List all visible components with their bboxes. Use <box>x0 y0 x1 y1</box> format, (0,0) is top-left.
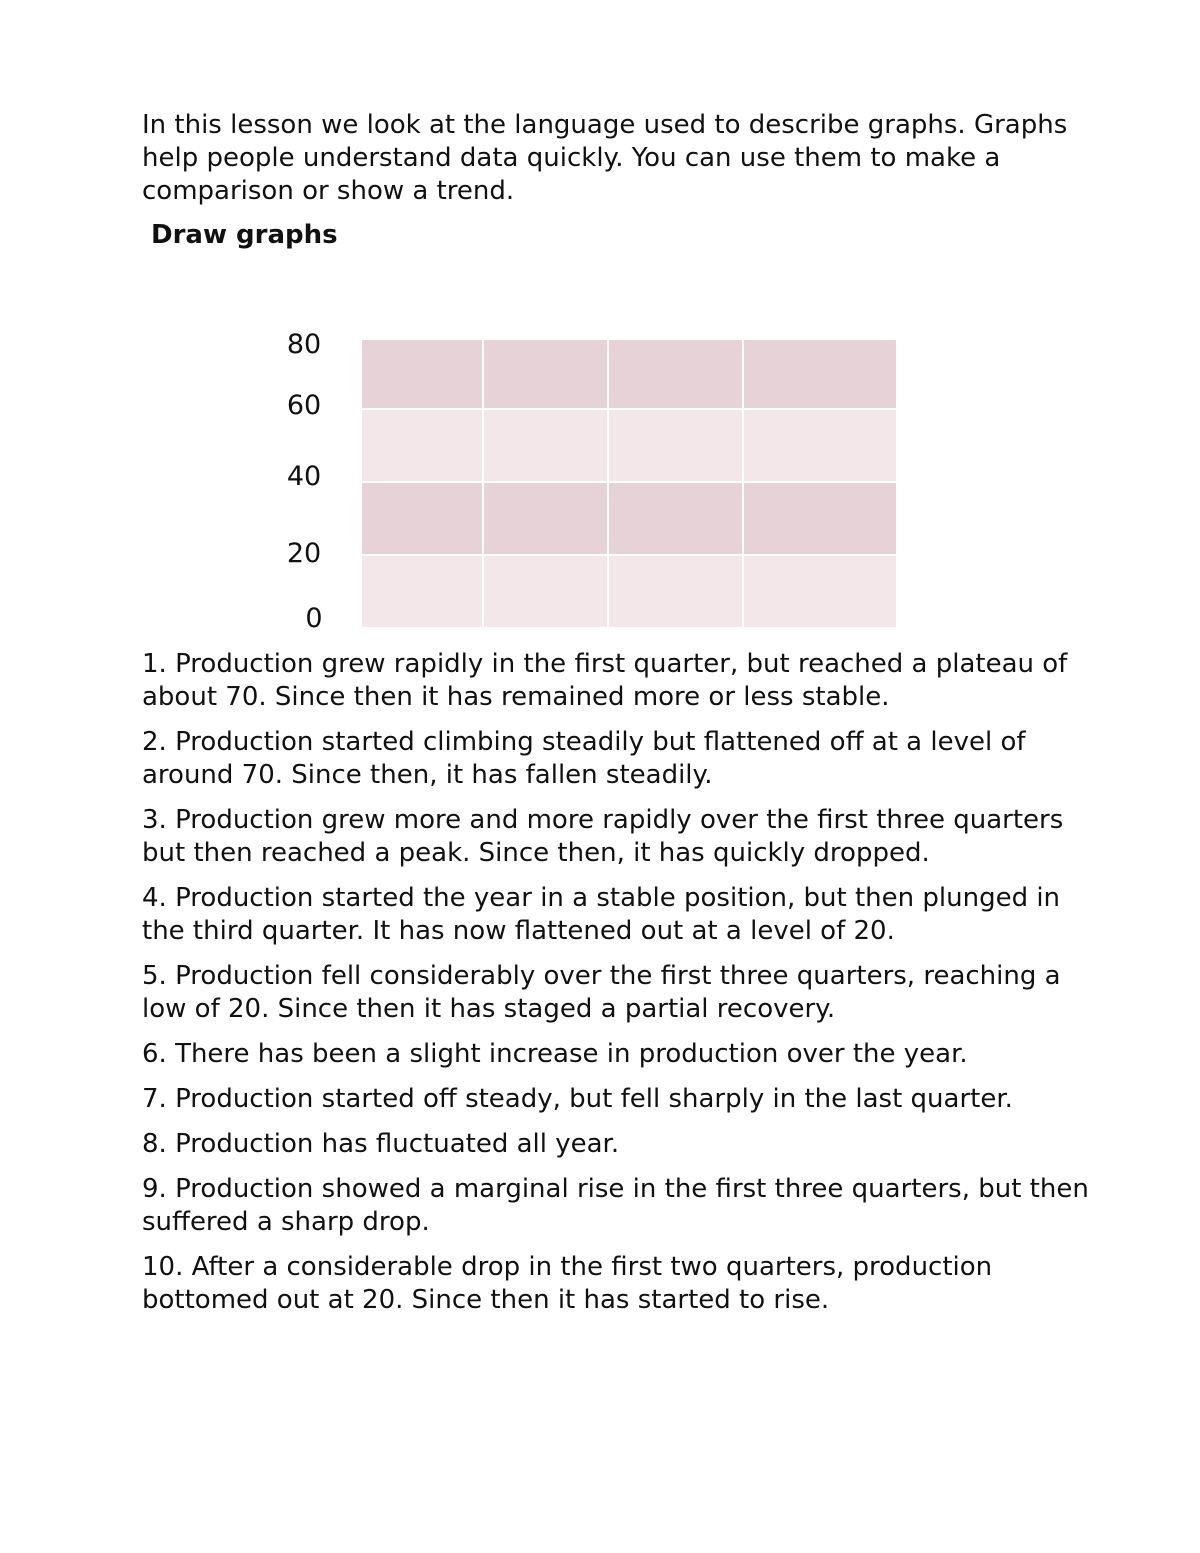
y-tick-label: 60 <box>286 390 322 421</box>
grid-cell <box>609 556 742 627</box>
y-tick-label: 20 <box>286 538 322 569</box>
statement-item: 4. Production started the year in a stable position, but then plunged in the third quarter. It has now flattened out at a level of 20. <box>142 883 1061 946</box>
y-tick-label: 0 <box>305 603 323 634</box>
grid-cell <box>609 410 742 481</box>
statement-item: 7. Production started off steady, but fell sharply in the last quarter. <box>142 1084 1013 1114</box>
grid-cell <box>744 556 896 627</box>
section-heading: Draw graphs <box>151 220 338 250</box>
statement-item: 2. Production started climbing steadily but flattened off at a level of around 70. Since then, it has fallen steadily. <box>142 727 1026 790</box>
grid-cell <box>362 556 482 627</box>
y-tick-label: 40 <box>286 461 322 492</box>
graph-grid <box>362 340 896 629</box>
statement-item: 10. After a considerable drop in the first two quarters, production bottomed out at 20. Since then it has started to rise. <box>142 1252 993 1315</box>
statement-item: 5. Production fell considerably over the first three quarters, reaching a low of 20. Since then it has staged a partial recovery. <box>142 961 1061 1024</box>
statement-item: 8. Production has fluctuated all year. <box>142 1129 620 1159</box>
grid-cell <box>362 483 482 554</box>
grid-cell <box>484 483 607 554</box>
statement-item: 3. Production grew more and more rapidly over the first three quarters but then reached a peak. Since then, it has quickly dropped. <box>142 805 1064 868</box>
statement-item: 6. There has been a slight increase in production over the year. <box>142 1039 968 1069</box>
grid-cell <box>609 483 742 554</box>
grid-cell <box>484 340 607 408</box>
intro-paragraph: In this lesson we look at the language used to describe graphs. Graphs help people understand data quickly. You can use them to make a comparison or show a trend. <box>142 110 1068 206</box>
statement-list <box>142 648 1102 1329</box>
grid-cell <box>609 340 742 408</box>
grid-cell <box>744 483 896 554</box>
statement-item: 9. Production showed a marginal rise in the first three quarters, but then suffered a sharp drop. <box>142 1174 1089 1237</box>
y-tick-label: 80 <box>286 329 322 360</box>
grid-cell <box>484 410 607 481</box>
grid-cell <box>484 556 607 627</box>
grid-cell <box>744 340 896 408</box>
statement-item: 1. Production grew rapidly in the first quarter, but reached a plateau of about 70. Since then it has remained more or less stable. <box>142 649 1068 712</box>
grid-cell <box>362 410 482 481</box>
grid-cell <box>362 340 482 408</box>
grid-cell <box>744 410 896 481</box>
